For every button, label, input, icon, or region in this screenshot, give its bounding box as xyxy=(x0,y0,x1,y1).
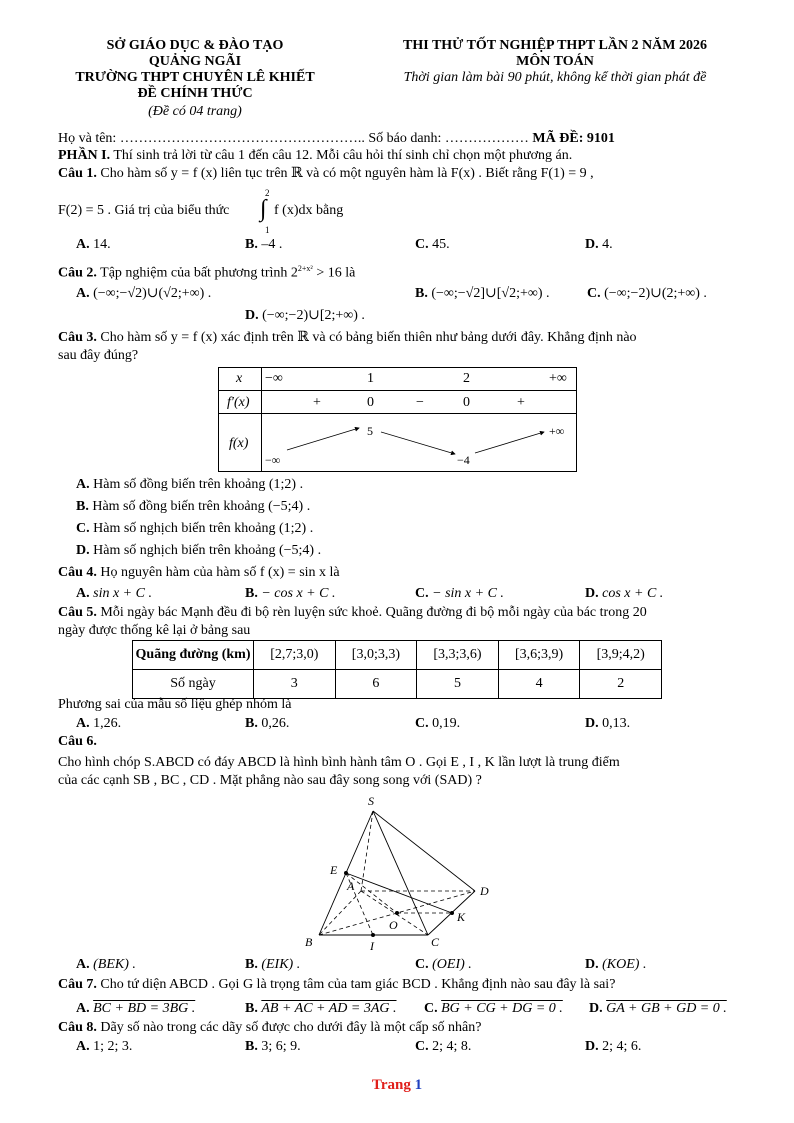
q5-stem-2: ngày được thống kê lại ở bảng sau xyxy=(58,623,251,638)
q1-option-d[interactable] xyxy=(585,237,613,253)
label-O: O xyxy=(389,918,398,932)
vt-fp-label: f′(x) xyxy=(227,395,250,410)
q3-text: Cho hàm số y = f (x) xác định trên ℝ và có bảng biến thiên như bảng dưới đây. Khẳng định nào xyxy=(96,330,637,345)
option-text: (−∞;−√2)∪(√2;+∞) . xyxy=(93,286,212,301)
vt-sign-4: 0 xyxy=(463,395,470,410)
q5-label: Câu 5. xyxy=(58,605,97,620)
q6-stem-2: của các cạnh SB , BC , CD . Mặt phẳng nào sau đây song song với (SAD) ? xyxy=(58,773,482,788)
vt-x-label: x xyxy=(236,371,243,386)
option-letter: D. xyxy=(76,543,90,558)
option-letter: C. xyxy=(76,521,90,536)
q5-option-d[interactable] xyxy=(585,716,630,732)
q1-stem xyxy=(58,166,594,182)
option-letter: C. xyxy=(415,1039,429,1054)
table-cell: 5 xyxy=(417,670,499,699)
option-text: 1; 2; 3. xyxy=(93,1039,133,1054)
option-letter: A. xyxy=(76,1039,90,1054)
table-cell: 2 xyxy=(580,670,662,699)
q5-stem xyxy=(58,605,647,621)
table-cell: [3,0;3,3) xyxy=(335,641,417,670)
vt-sign-2: 0 xyxy=(367,395,374,410)
part1-title: PHẦN I. xyxy=(58,148,111,163)
option-text: BC + BD = 3BG . xyxy=(93,1001,196,1016)
q7-option-d[interactable] xyxy=(589,1001,727,1017)
q2-text-end: > 16 là xyxy=(312,265,356,281)
arrow-down xyxy=(381,432,455,454)
q1-label: Câu 1. xyxy=(58,166,97,181)
option-letter: D. xyxy=(585,716,599,731)
option-text: (EIK) . xyxy=(261,957,301,972)
option-letter: B. xyxy=(245,1001,258,1016)
q4-label: Câu 4. xyxy=(58,565,97,580)
page-count-note: (Đề có 04 trang) xyxy=(148,104,242,119)
point-O xyxy=(395,911,399,915)
frequency-table xyxy=(132,640,662,699)
option-text: 0,19. xyxy=(432,716,461,731)
page-word: Trang xyxy=(371,1077,411,1093)
q4-option-d[interactable] xyxy=(585,586,663,602)
q8-label: Câu 8. xyxy=(58,1020,97,1035)
pyramid-figure xyxy=(295,793,535,953)
option-letter: D. xyxy=(589,1001,603,1016)
q4-stem xyxy=(58,565,340,581)
option-letter: D. xyxy=(245,308,259,323)
option-text: − cos x + C . xyxy=(261,586,336,601)
point-K xyxy=(450,911,454,915)
q2-text: Tập nghiệm của bất phương trình 2 xyxy=(96,265,298,281)
table-header-distance: Quãng đường (km) xyxy=(133,641,254,670)
edge-EK xyxy=(346,873,452,913)
school-name: TRƯỜNG THPT CHUYÊN LÊ KHIẾT xyxy=(75,70,315,85)
q2-option-b[interactable] xyxy=(415,286,550,302)
option-letter: A. xyxy=(76,716,90,731)
option-text: BG + CG + DG = 0 . xyxy=(441,1001,563,1016)
option-text: 2; 4; 6. xyxy=(602,1039,642,1054)
q1-text: Cho hàm số y = f (x) liên tục trên ℝ và có một nguyên hàm là F(x) . Biết rằng F(1) = 9 , xyxy=(96,166,594,181)
table-cell: 6 xyxy=(335,670,417,699)
q2-option-c[interactable] xyxy=(587,286,707,302)
option-text: 0,13. xyxy=(602,716,631,731)
option-text: (KOE) . xyxy=(602,957,647,972)
edge-SD xyxy=(373,811,475,891)
q5-stem-3: Phương sai của mẫu số liệu ghép nhóm là xyxy=(58,697,292,712)
option-letter: C. xyxy=(424,1001,438,1016)
label-S: S xyxy=(368,794,374,808)
label-E: E xyxy=(330,863,338,877)
edge-SC xyxy=(373,811,428,935)
option-text: 0,26. xyxy=(261,716,290,731)
option-text: AB + AC + AD = 3AG . xyxy=(261,1001,397,1016)
option-text: –4 . xyxy=(261,237,283,252)
table-cell: 4 xyxy=(498,670,580,699)
q1-stem-2 xyxy=(58,203,229,219)
table-cell: [3,6;3,9) xyxy=(498,641,580,670)
q7-label: Câu 7. xyxy=(58,977,97,992)
dept-name: SỞ GIÁO DỤC & ĐÀO TẠO xyxy=(106,38,284,53)
page-footer xyxy=(0,1077,794,1094)
option-letter: B. xyxy=(245,586,258,601)
q7-option-b[interactable] xyxy=(245,1001,397,1017)
page-number: 1 xyxy=(414,1077,423,1093)
integral-upper: 2 xyxy=(265,188,270,198)
label-A: A xyxy=(347,879,355,893)
option-text: (OEI) . xyxy=(432,957,472,972)
option-text: sin x + C . xyxy=(93,586,152,601)
q6-label: Câu 6. xyxy=(58,734,97,749)
option-text: 4. xyxy=(602,237,613,252)
option-text: (−∞;−√2]∪[√2;+∞) . xyxy=(431,286,550,301)
option-text: 45. xyxy=(432,237,450,252)
q6-stem: Cho hình chóp S.ABCD có đáy ABCD là hình bình hành tâm O . Gọi E , I , K lần lượt là trung điểm xyxy=(58,755,620,770)
vt-f-3: −4 xyxy=(457,453,470,467)
q1-option-b[interactable] xyxy=(245,237,282,253)
q1-text-2b: f (x)dx bằng xyxy=(274,203,344,218)
label-D: D xyxy=(480,884,489,898)
part1-heading xyxy=(58,148,572,164)
vt-sign-1: + xyxy=(313,395,321,410)
exam-code: MÃ ĐỀ: 9101 xyxy=(532,131,615,146)
q4-text: Họ nguyên hàm của hàm số f (x) = sin x là xyxy=(96,565,340,580)
student-info-line xyxy=(58,131,615,147)
option-letter: D. xyxy=(585,237,599,252)
option-text: Hàm số đồng biến trên khoảng (1;2) . xyxy=(89,477,304,492)
option-text: Hàm số nghịch biến trên khoảng (−5;4) . xyxy=(89,543,322,558)
option-text: cos x + C . xyxy=(602,586,664,601)
official-label: ĐỀ CHÍNH THỨC xyxy=(137,86,253,101)
option-letter: A. xyxy=(76,957,90,972)
arrow-up-1 xyxy=(287,428,359,450)
option-letter: B. xyxy=(245,1039,258,1054)
option-letter: C. xyxy=(587,286,601,301)
vt-f-label: f(x) xyxy=(229,436,249,451)
q6-option-d[interactable] xyxy=(585,957,646,973)
q2-option-a[interactable] xyxy=(76,286,211,302)
q8-option-d[interactable] xyxy=(585,1039,641,1055)
q3-option-c[interactable] xyxy=(76,521,313,537)
q7-option-a[interactable] xyxy=(76,1001,195,1017)
point-E xyxy=(344,871,348,875)
q6-option-a[interactable] xyxy=(76,957,136,973)
subject-name: MÔN TOÁN xyxy=(516,54,594,69)
q4-option-a[interactable] xyxy=(76,586,152,602)
q5-option-b[interactable] xyxy=(245,716,289,732)
q6-option-b[interactable] xyxy=(245,957,300,973)
vt-sign-5: + xyxy=(517,395,525,410)
q2-label: Câu 2. xyxy=(58,265,97,281)
option-letter: D. xyxy=(585,586,599,601)
q3-option-b[interactable] xyxy=(76,499,310,515)
q4-option-c[interactable] xyxy=(415,586,504,602)
vt-x-2: 1 xyxy=(367,371,374,386)
option-letter: B. xyxy=(415,286,428,301)
q1-option-a[interactable] xyxy=(76,237,111,253)
option-letter: C. xyxy=(415,237,429,252)
q7-text: Cho tứ diện ABCD . Gọi G là trọng tâm của tam giác BCD . Khẳng định nào sau đây là sai? xyxy=(96,977,616,992)
table-cell: [2,7;3,0) xyxy=(254,641,336,670)
option-text: 3; 6; 9. xyxy=(261,1039,301,1054)
q5-option-c[interactable] xyxy=(415,716,460,732)
option-text: (−∞;−2)∪(2;+∞) . xyxy=(604,286,707,301)
variation-table xyxy=(218,367,577,472)
option-letter: A. xyxy=(76,586,90,601)
option-letter: C. xyxy=(415,586,429,601)
vt-x-4: +∞ xyxy=(549,371,567,386)
option-letter: C. xyxy=(415,716,429,731)
option-text: 14. xyxy=(93,237,111,252)
q5-text: Mỗi ngày bác Mạnh đều đi bộ rèn luyện sức khoẻ. Quãng đường đi bộ mỗi ngày của bác trong 20 xyxy=(96,605,647,620)
q8-option-b[interactable] xyxy=(245,1039,301,1055)
table-cell: [3,9;4,2) xyxy=(580,641,662,670)
q2-exponent: 2+x² xyxy=(297,264,313,273)
option-letter: A. xyxy=(76,1001,90,1016)
vt-sign-3: − xyxy=(416,395,424,410)
label-K: K xyxy=(457,910,466,924)
option-text: GA + GB + GD = 0 . xyxy=(606,1001,727,1016)
q3-option-d[interactable] xyxy=(76,543,321,559)
q8-stem xyxy=(58,1020,481,1036)
integral-sign: ∫ xyxy=(260,196,267,222)
q3-option-a[interactable] xyxy=(76,477,303,493)
vt-f-4: +∞ xyxy=(549,424,565,438)
q3-stem-2: sau đây đúng? xyxy=(58,348,139,363)
part1-instruction: Thí sinh trả lời từ câu 1 đến câu 12. Mỗi câu hỏi thí sinh chỉ chọn một phương án. xyxy=(110,148,573,163)
q3-stem xyxy=(58,330,637,346)
option-text: 1,26. xyxy=(93,716,122,731)
integral-lower: 1 xyxy=(265,225,270,235)
student-name-field: Họ và tên: …………………………………………….. Số báo danh: ……………… xyxy=(58,131,533,146)
q2-option-d[interactable] xyxy=(245,308,365,324)
q3-label: Câu 3. xyxy=(58,330,97,345)
label-B: B xyxy=(305,935,313,949)
q8-text: Dãy số nào trong các dãy số được cho dưới đây là một cấp số nhân? xyxy=(96,1020,482,1035)
vt-f-2: 5 xyxy=(367,424,373,438)
option-text: Hàm số nghịch biến trên khoảng (1;2) . xyxy=(89,521,314,536)
vt-f-1: −∞ xyxy=(265,453,281,467)
table-row xyxy=(133,670,662,699)
option-letter: A. xyxy=(76,477,90,492)
exam-title: THI THỬ TỐT NGHIỆP THPT LẦN 2 NĂM 2026 xyxy=(403,38,707,53)
vt-x-3: 2 xyxy=(463,371,470,386)
q8-option-a[interactable] xyxy=(76,1039,132,1055)
q7-option-c[interactable] xyxy=(424,1001,563,1017)
province-name: QUẢNG NGÃI xyxy=(148,54,242,69)
option-text: (BEK) . xyxy=(93,957,136,972)
arrow-up-2 xyxy=(475,432,544,453)
time-note: Thời gian làm bài 90 phút, không kể thời gian phát đề xyxy=(403,70,707,85)
q5-option-a[interactable] xyxy=(76,716,121,732)
option-letter: A. xyxy=(76,237,90,252)
q1-text-2a: F(2) = 5 . Giá trị của biểu thức xyxy=(58,203,230,218)
q1-option-c[interactable] xyxy=(415,237,450,253)
q6-option-c[interactable] xyxy=(415,957,472,973)
option-letter: D. xyxy=(585,957,599,972)
option-text: − sin x + C . xyxy=(432,586,504,601)
edge-AB xyxy=(319,891,361,935)
q8-option-c[interactable] xyxy=(415,1039,471,1055)
label-I: I xyxy=(370,939,374,953)
q7-stem xyxy=(58,977,615,993)
table-cell: 3 xyxy=(254,670,336,699)
table-cell: [3,3;3,6) xyxy=(417,641,499,670)
option-text: (−∞;−2)∪[2;+∞) . xyxy=(262,308,365,323)
option-text: 2; 4; 8. xyxy=(432,1039,472,1054)
option-text: Hàm số đồng biến trên khoảng (−5;4) . xyxy=(88,499,311,514)
option-letter: B. xyxy=(245,957,258,972)
label-C: C xyxy=(431,935,440,949)
table-header-days: Số ngày xyxy=(133,670,254,699)
q4-option-b[interactable] xyxy=(245,586,335,602)
option-letter: C. xyxy=(415,957,429,972)
table-row xyxy=(133,641,662,670)
option-letter: B. xyxy=(245,237,258,252)
option-letter: B. xyxy=(245,716,258,731)
q2-stem xyxy=(58,261,355,282)
option-letter: D. xyxy=(585,1039,599,1054)
option-letter: A. xyxy=(76,286,90,301)
option-letter: B. xyxy=(76,499,89,514)
vt-x-1: −∞ xyxy=(265,371,283,386)
point-I xyxy=(371,933,375,937)
